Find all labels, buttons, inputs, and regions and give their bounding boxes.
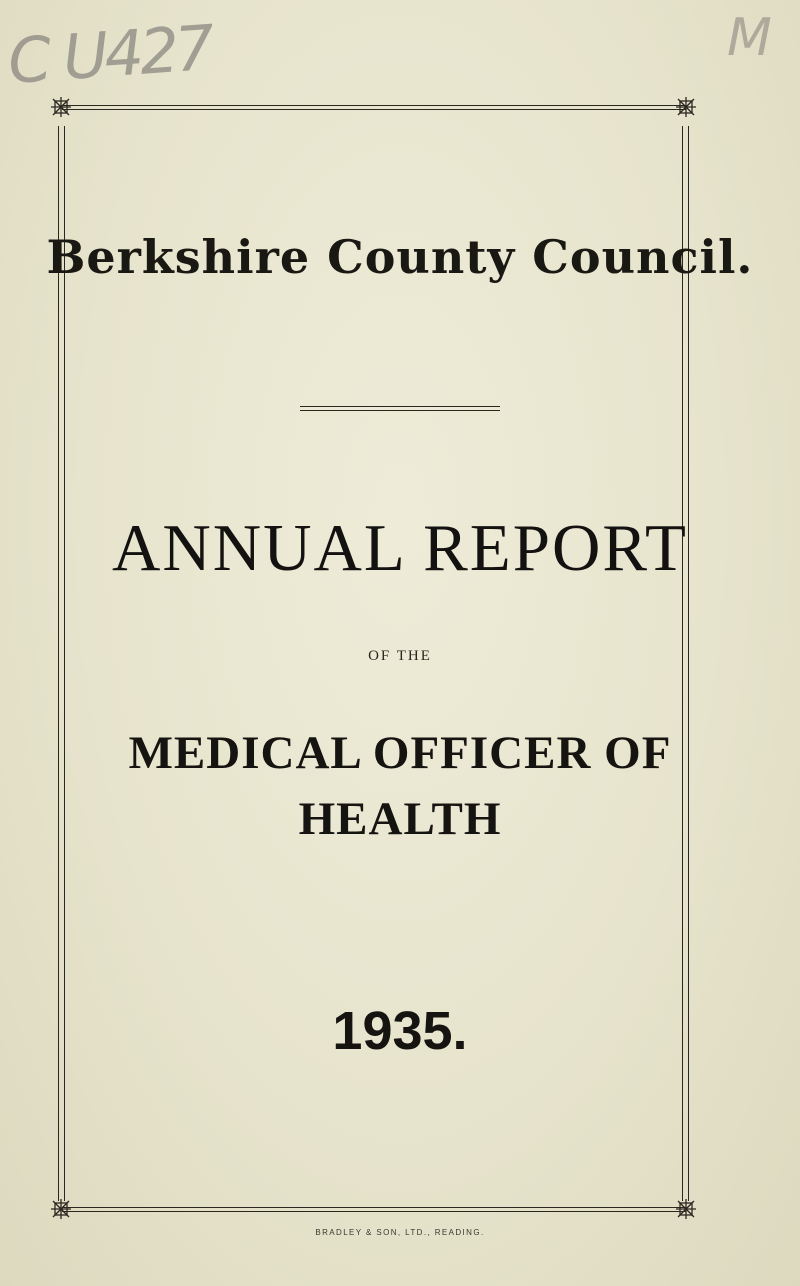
ornamental-corner-icon — [50, 96, 72, 118]
report-subject-line1: MEDICAL OFFICER OF — [128, 727, 672, 779]
printer-imprint: BRADLEY & SON, LTD., READING. — [315, 1228, 485, 1237]
handwritten-initial: M — [727, 8, 772, 68]
ornamental-corner-icon — [50, 1198, 72, 1220]
report-subject-line2: HEALTH — [298, 793, 502, 845]
council-name: Berkshire County Council. — [46, 230, 754, 284]
ornamental-corner-icon — [675, 96, 697, 118]
ornamental-corner-icon — [675, 1198, 697, 1220]
handwritten-catalogue-number: C U427 — [5, 11, 214, 98]
report-year: 1935. — [332, 1001, 468, 1061]
report-title: ANNUAL REPORT — [112, 511, 688, 585]
border-bottom-line — [62, 1207, 686, 1212]
title-divider — [300, 406, 500, 411]
report-connector: OF THE — [368, 648, 432, 664]
border-top-line — [62, 105, 686, 110]
